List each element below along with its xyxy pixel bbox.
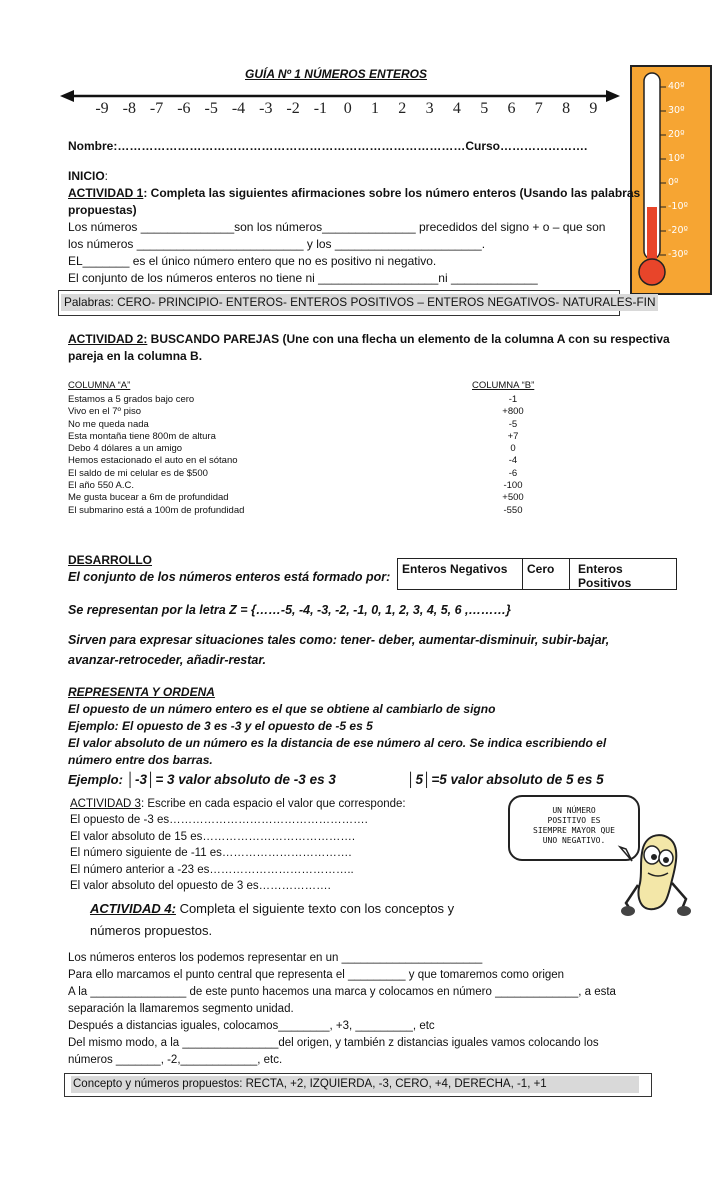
- actividad1-line-3[interactable]: EL_______ es el único número entero que no es positivo ni negativo.: [68, 254, 437, 268]
- speech-bubble-line: UNO NEGATIVO.: [542, 836, 606, 845]
- column-b-header: COLUMNA “B”: [472, 380, 535, 391]
- actividad1-heading: [68, 185, 640, 202]
- thermometer-label: 30º: [668, 105, 685, 116]
- actividad2-label: ACTIVIDAD 2:: [68, 332, 148, 346]
- number-line-label: -8: [122, 100, 136, 117]
- actividad3-line[interactable]: El opuesto de -3 es…………………………………………….: [70, 814, 368, 826]
- column-a-item[interactable]: El año 550 A.C.: [68, 480, 135, 492]
- column-b-item[interactable]: -550: [503, 504, 523, 516]
- actividad4-lines: [68, 950, 616, 1069]
- enteros-positivos-cell: Enteros Positivos: [578, 562, 632, 590]
- actividad3-line[interactable]: El valor absoluto del opuesto de 3 es……………….: [70, 880, 331, 892]
- column-b-item[interactable]: +800: [502, 406, 524, 418]
- number-line-label: -4: [231, 100, 246, 117]
- representa-line-2: Ejemplo: El opuesto de 3 es -3 y el opuesto de -5 es 5: [68, 719, 373, 733]
- thermometer-label: 40º: [668, 81, 685, 92]
- actividad3-instruction: : Escribe en cada espacio el valor que corresponde:: [140, 798, 406, 810]
- column-b-item[interactable]: +7: [507, 430, 519, 442]
- actividad4-line[interactable]: Para ello marcamos el punto central que representa el _________ y que tomaremos como origen: [68, 969, 565, 981]
- actividad4-line[interactable]: Del mismo modo, a la _______________del origen, y también z distancias iguales vamos colocando los: [68, 1037, 599, 1049]
- representa-line-5: [68, 771, 336, 788]
- column-a-item[interactable]: Estamos a 5 grados bajo cero: [68, 394, 195, 405]
- thermometer-label: 10º: [668, 153, 685, 164]
- desarrollo-line-4: avanzar-retroceder, añadir-restar.: [68, 653, 267, 667]
- number-line-label: 8: [562, 100, 571, 117]
- column-a-list: [68, 394, 244, 517]
- column-a-item[interactable]: Vivo en el 7º piso: [68, 406, 142, 418]
- concepto-box: [64, 1073, 652, 1097]
- column-a-item[interactable]: El saldo de mi celular es de $500: [68, 467, 208, 479]
- ejemplo-label: Ejemplo:: [68, 772, 127, 787]
- number-line-label: 1: [371, 100, 379, 117]
- column-b-item[interactable]: -100: [503, 480, 523, 492]
- speech-bubble-line: UN NÚMERO: [552, 806, 596, 815]
- palabras-box: [58, 290, 656, 316]
- desarrollo-line-3: Sirven para expresar situaciones tales como: tener- deber, aumentar-disminuir, subir-bajar,: [68, 633, 610, 647]
- thermometer-label: 20º: [668, 129, 685, 140]
- actividad4-instruction: Completa el siguiente texto con los conceptos y: [175, 901, 455, 916]
- representa-line-4: número entre dos barras.: [68, 753, 213, 767]
- actividad3-line[interactable]: El número anterior a -23 es………………………………..: [70, 863, 354, 876]
- column-a-item[interactable]: Debo 4 dólares a un amigo: [68, 443, 183, 455]
- concepto-text: Concepto y números propuestos: RECTA, +2, IZQUIERDA, -3, CERO, +4, DERECHA, -1, +1: [71, 1076, 639, 1093]
- column-b-item[interactable]: -1: [508, 394, 518, 405]
- speech-bubble-line: SIEMPRE MAYOR QUE: [533, 826, 615, 835]
- representa-label: REPRESENTA Y ORDENA: [68, 685, 215, 699]
- actividad2-instruction: BUSCANDO PAREJAS (Une con una flecha un elemento de la columna A con su respectiva: [147, 332, 670, 346]
- number-line-label: -1: [313, 100, 328, 117]
- palabras-text: Palabras: CERO- PRINCIPIO- ENTEROS- ENTEROS POSITIVOS – ENTEROS NEGATIVOS- NATURALES-FIN: [61, 294, 658, 311]
- actividad3-lines: [70, 812, 368, 895]
- actividad4-label: ACTIVIDAD 4:: [90, 901, 176, 916]
- actividad4-line[interactable]: Después a distancias iguales, colocamos________, +3, _________, etc: [68, 1020, 435, 1032]
- number-character-icon: [600, 825, 728, 920]
- actividad4-line[interactable]: Los números enteros los podemos representar en un ______________________: [68, 952, 483, 964]
- abs-example-2: │5│=5 valor absoluto de 5 es 5: [407, 772, 604, 787]
- number-line-label: 6: [507, 100, 516, 117]
- actividad1-label: ACTIVIDAD 1: [68, 186, 144, 200]
- thermometer-label: -10º: [668, 201, 688, 212]
- thermometer-label: -20º: [668, 225, 688, 236]
- actividad3-label: ACTIVIDAD 3: [70, 798, 141, 810]
- actividad3-line[interactable]: El número siguiente de -11 es…………………………….: [70, 847, 352, 859]
- number-line-label: 3: [425, 100, 434, 117]
- number-line-label: 0: [343, 100, 352, 117]
- column-b-item[interactable]: -5: [508, 418, 518, 430]
- column-b-item[interactable]: +500: [502, 492, 524, 504]
- number-line-label: -2: [286, 100, 300, 117]
- enteros-negativos-cell: Enteros Negativos: [398, 559, 523, 589]
- number-line-label: -6: [177, 100, 191, 117]
- column-b-list: [490, 394, 536, 517]
- actividad1-instruction: : Completa las siguientes afirmaciones sobre los número enteros (Usando las palabras: [143, 186, 641, 200]
- number-line-label: 4: [452, 100, 461, 117]
- representa-line-3: El valor absoluto de un número es la distancia de ese número al cero. Se indica escribiendo el: [68, 736, 607, 750]
- actividad3-line[interactable]: El valor absoluto de 15 es………………………………….: [70, 830, 356, 843]
- column-a-item[interactable]: Esta montaña tiene 800m de altura: [68, 430, 216, 442]
- number-line-label: -5: [204, 100, 218, 117]
- number-line-label: 7: [534, 100, 543, 117]
- actividad1-line-2[interactable]: los números _________________________ y los ______________________.: [68, 237, 486, 251]
- number-line-label: 2: [398, 100, 407, 117]
- number-line-label: -9: [95, 100, 109, 117]
- actividad2-heading: [68, 331, 670, 348]
- actividad1-line-1[interactable]: Los números ______________son los números______________ precedidos del signo + o – que son: [68, 220, 606, 234]
- column-a-header: COLUMNA “A”: [68, 380, 131, 391]
- actividad3-heading: [70, 796, 406, 813]
- abs-example-1: │-3│= 3 valor absoluto de -3 es 3: [126, 772, 336, 787]
- inicio-label: INICIO: [68, 169, 105, 183]
- speech-bubble-line: POSITIVO ES: [547, 816, 601, 825]
- number-line-label: -7: [149, 100, 164, 117]
- thermometer-label: 0º: [668, 177, 679, 188]
- nombre-curso-line[interactable]: Nombre:……………………………………………………………………………Curso………………….: [68, 139, 588, 153]
- actividad4-line[interactable]: separación la llamaremos segmento unidad.: [68, 1003, 294, 1015]
- number-line-label: 9: [589, 100, 598, 117]
- desarrollo-line-2: Se representan por la letra Z = {……-5, -4, -3, -2, -1, 0, 1, 2, 3, 4, 5, 6 ,………}: [68, 603, 511, 617]
- column-a-item[interactable]: Me gusta bucear a 6m de profundidad: [68, 492, 229, 504]
- column-b-item[interactable]: -4: [508, 455, 518, 467]
- desarrollo-line-1: El conjunto de los números enteros está formado por:: [68, 570, 391, 584]
- inicio-heading: [68, 168, 108, 185]
- actividad4-instruction-cont: números propuestos.: [90, 923, 213, 938]
- cero-cell: Cero: [523, 559, 570, 589]
- actividad1-line-4[interactable]: El conjunto de los números enteros no tiene ni __________________ni _____________: [68, 271, 538, 285]
- number-line-label: 5: [480, 100, 489, 117]
- actividad2-instruction-cont: pareja en la columna B.: [68, 349, 203, 363]
- actividad4-heading: [90, 900, 454, 917]
- column-a-item[interactable]: Hemos estacionado el auto en el sótano: [68, 455, 238, 467]
- column-a-item[interactable]: No me queda nada: [68, 418, 149, 430]
- thermometer-label: -30º: [668, 249, 688, 260]
- actividad4-line[interactable]: A la _______________ de este punto hacemos una marca y colocamos en número _____________, a esta: [68, 986, 616, 998]
- representa-line-1: El opuesto de un número entero es el que se obtiene al cambiarlo de signo: [68, 702, 496, 716]
- enteros-table: [397, 558, 677, 590]
- inicio-colon: :: [104, 169, 109, 183]
- column-b-item[interactable]: 0: [510, 443, 516, 455]
- number-line-label: -3: [259, 100, 273, 117]
- thermometer: [630, 65, 712, 295]
- column-a-item[interactable]: El submarino está a 100m de profundidad: [68, 504, 245, 516]
- thermometer-mercury: [647, 207, 657, 267]
- column-b-item[interactable]: -6: [508, 467, 518, 479]
- actividad4-line[interactable]: números _______, -2,____________, etc.: [68, 1054, 283, 1066]
- page-title: GUÍA Nº 1 NÚMEROS ENTEROS: [245, 67, 427, 81]
- desarrollo-label: DESARROLLO: [68, 553, 152, 567]
- actividad1-instruction-cont: propuestas): [68, 203, 137, 217]
